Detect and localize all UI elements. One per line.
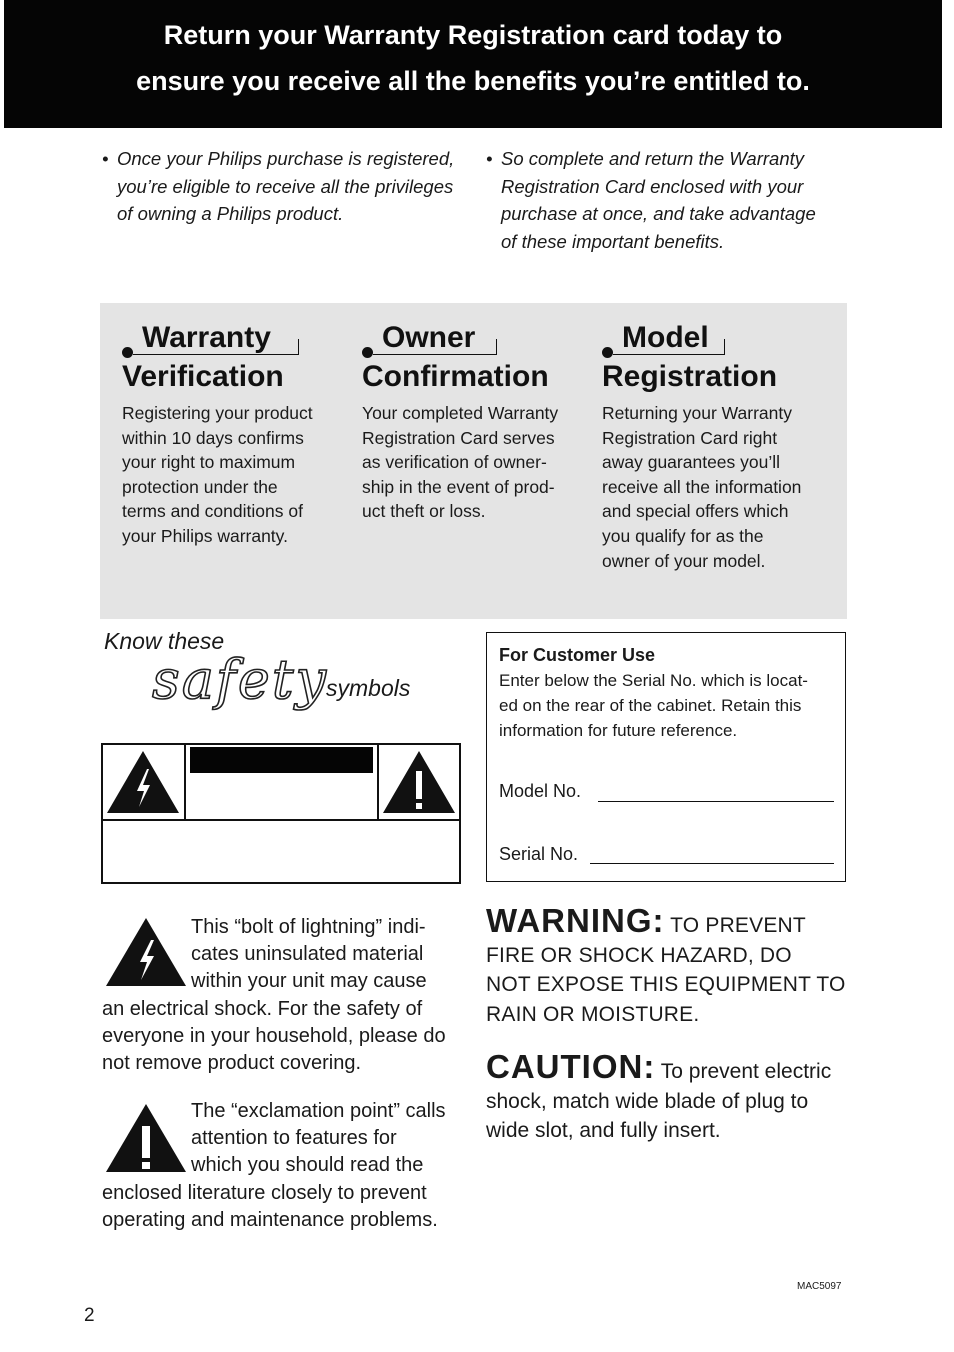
desc-line: not remove product covering. xyxy=(102,1052,362,1075)
benefit-title-2: Confirmation xyxy=(362,360,549,393)
model-code: MAC5097 xyxy=(797,1281,842,1292)
benefit-owner-confirmation xyxy=(362,321,582,524)
warning-line: FIRE OR SHOCK HAZARD, DO xyxy=(486,943,792,967)
benefit-title-2: Verification xyxy=(122,360,284,393)
customer-use-line: Enter below the Serial No. which is locat- xyxy=(499,671,808,690)
bullet-dot-icon xyxy=(122,347,133,358)
benefit-text-line: uct theft or loss. xyxy=(362,501,486,522)
desc-line: within your unit may cause xyxy=(191,970,427,993)
desc-line: operating and maintenance problems. xyxy=(102,1208,438,1231)
benefit-text-line: Registration Card right xyxy=(602,427,778,448)
bullet-right-line: of these important benefits. xyxy=(501,230,725,252)
benefit-text-line: Returning your Warranty xyxy=(602,403,792,423)
benefit-title-1: Warranty xyxy=(142,321,271,354)
benefit-text xyxy=(602,401,822,573)
bullet-dot-icon xyxy=(362,347,373,358)
customer-use-line: ed on the rear of the cabinet. Retain this xyxy=(499,696,802,715)
benefit-text-line: your right to maximum xyxy=(122,452,296,473)
lightning-triangle-icon xyxy=(102,916,188,988)
model-no-label: Model No. xyxy=(499,781,582,801)
heading-tick xyxy=(298,339,299,355)
heading-tick xyxy=(724,339,725,355)
know-these-label: Know these xyxy=(104,628,225,654)
safety-wordmark: safety xyxy=(152,648,329,711)
desc-line: enclosed literature closely to prevent xyxy=(102,1181,427,1204)
benefit-text-line: Registering your product xyxy=(122,403,313,423)
desc-line: which you should read the xyxy=(191,1154,424,1177)
bullet-dot-icon xyxy=(602,347,613,358)
page-number: 2 xyxy=(84,1305,95,1326)
warning-label: WARNING: xyxy=(486,902,665,939)
benefit-text-line: receive all the information xyxy=(602,476,802,497)
warning-line: NOT EXPOSE THIS EQUIPMENT TO xyxy=(486,973,846,996)
benefit-text-line: you qualify for as the xyxy=(602,525,764,546)
desc-line: The “exclamation point” calls xyxy=(191,1100,446,1122)
banner-line-2: ensure you receive all the benefits you’re entitled to. xyxy=(136,66,810,96)
symbols-label: symbols xyxy=(326,675,411,701)
benefit-text-line: Your completed Warranty xyxy=(362,403,559,423)
desc-line: cates uninsulated material xyxy=(191,943,424,966)
desc-line: attention to features for xyxy=(191,1127,397,1150)
lightning-triangle-icon xyxy=(103,745,184,819)
benefit-text-line: and special offers which xyxy=(602,501,789,522)
benefit-model-registration xyxy=(602,321,822,573)
model-no-field[interactable] xyxy=(598,801,834,802)
bullet-right xyxy=(486,145,851,255)
caution-black-bar xyxy=(190,747,373,773)
benefit-text xyxy=(362,401,582,524)
exclamation-triangle-icon xyxy=(379,745,459,819)
benefit-text-line: away guarantees you’ll xyxy=(602,452,781,473)
lightning-cell xyxy=(103,745,186,819)
caution-line: wide slot, and fully insert. xyxy=(486,1119,721,1142)
bullet-marker: • xyxy=(102,148,109,169)
warning-notice xyxy=(486,902,856,1029)
desc-line: everyone in your household, please do xyxy=(102,1024,446,1047)
benefit-text-line: as verification of owner- xyxy=(362,452,547,473)
desc-line: This “bolt of lightning” indi- xyxy=(191,916,426,938)
benefit-text-line: your Philips warranty. xyxy=(122,525,288,546)
caution-text-first: To prevent electric xyxy=(660,1060,832,1083)
benefit-text-line: owner of your model. xyxy=(602,550,766,571)
desc-line: an electrical shock. For the safety of xyxy=(102,997,423,1020)
customer-use-line: information for future reference. xyxy=(499,721,738,740)
serial-no-field[interactable] xyxy=(590,863,834,864)
exclamation-cell xyxy=(377,745,459,819)
bullet-left-line: you’re eligible to receive all the privileges xyxy=(117,175,454,197)
benefit-title-1: Model xyxy=(622,321,709,354)
customer-use-title: For Customer Use xyxy=(499,645,656,665)
heading-tick xyxy=(496,339,497,355)
serial-no-label: Serial No. xyxy=(499,844,579,864)
exclamation-description xyxy=(102,1098,464,1234)
benefit-text-line: terms and conditions of xyxy=(122,501,303,522)
benefit-text-line: protection under the xyxy=(122,476,278,497)
bullet-left xyxy=(102,145,467,228)
bullet-right-line: purchase at once, and take advantage xyxy=(501,203,816,224)
benefit-text-line: within 10 days confirms xyxy=(122,427,304,448)
customer-use-box xyxy=(486,632,846,882)
caution-notice xyxy=(486,1048,856,1146)
bullet-right-line: So complete and return the Warranty xyxy=(501,148,805,169)
bullet-left-line: of owning a Philips product. xyxy=(117,203,344,224)
benefit-title-2: Registration xyxy=(602,360,778,393)
bullet-left-line: Once your Philips purchase is registered, xyxy=(117,148,455,169)
bullet-right-line: Registration Card enclosed with your xyxy=(501,175,804,197)
warning-line: RAIN OR MOISTURE. xyxy=(486,1002,700,1026)
benefit-text-line: Registration Card serves xyxy=(362,427,555,448)
caution-label: CAUTION: xyxy=(486,1048,656,1085)
exclamation-triangle-icon xyxy=(102,1102,188,1174)
caution-label-box xyxy=(101,743,461,884)
benefit-title-1: Owner xyxy=(382,321,476,354)
bullet-marker: • xyxy=(486,148,493,169)
lightning-description xyxy=(102,914,464,1077)
header-banner xyxy=(4,0,942,128)
benefits-panel xyxy=(100,303,847,619)
benefit-warranty-verification xyxy=(122,321,342,549)
benefit-text xyxy=(122,401,342,549)
caution-label-top-row xyxy=(103,745,459,821)
customer-use-body xyxy=(499,668,835,743)
banner-line-1: Return your Warranty Registration card today to xyxy=(163,20,783,50)
benefit-text-line: ship in the event of prod- xyxy=(362,476,555,497)
caution-line: shock, match wide blade of plug to xyxy=(486,1089,809,1113)
warning-text-first: TO PREVENT xyxy=(670,914,806,937)
